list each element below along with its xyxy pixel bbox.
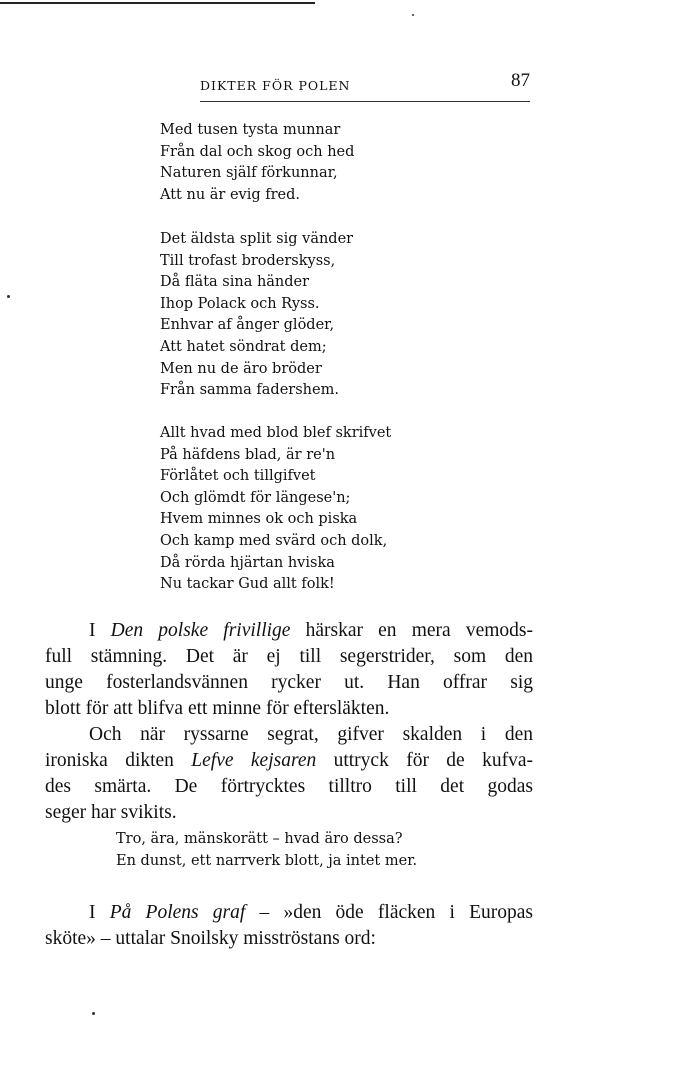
text-run: I (89, 902, 110, 923)
paragraph-line: sköte» – uttalar Snoilsky misströstans ord: (45, 928, 376, 949)
quote-line: En dunst, ett narrverk blott, ja intet mer. (116, 852, 418, 869)
poem-line: Enhvar af ånger glöder, (160, 317, 335, 334)
margin-speck (92, 1012, 95, 1015)
paragraph-line: des smärta. De förtrycktes tilltro till det godas (45, 776, 533, 797)
block-quote (116, 829, 417, 872)
margin-speck (412, 14, 414, 16)
poem-line: Att nu är evig fred. (160, 186, 301, 203)
paragraph-line: full stämning. Det är ej till segerstrider, som den (45, 646, 533, 667)
poem-line: På häfdens blad, är re'n (160, 446, 336, 463)
text-run: I (89, 620, 111, 641)
body-paragraph (45, 618, 533, 722)
poem-line: Då rörda hjärtan hviska (160, 554, 335, 571)
poem-line: Till trofast broderskyss, (160, 252, 336, 269)
poem-stanza (160, 423, 490, 596)
poem-line: Ihop Polack och Ryss. (160, 295, 320, 312)
poem-line: Nu tackar Gud allt folk! (160, 576, 335, 593)
poem-line: Förlåtet och tillgifvet (160, 468, 316, 485)
text-run: ironiska dikten (45, 750, 192, 771)
text-run: – »den öde fläcken i Europas (245, 902, 533, 923)
running-head: DIKTER FÖR POLEN (200, 78, 351, 93)
top-edge-rule (0, 2, 315, 4)
text-run: uttryck för de kufva- (316, 750, 533, 771)
quote-line: Tro, ära, mänskorätt – hvad äro dessa? (116, 831, 403, 847)
paragraph-line (45, 618, 533, 644)
poem-line: Och glömdt för längese'n; (160, 489, 351, 506)
paragraph-line (45, 748, 533, 774)
header-rule (200, 101, 530, 102)
paragraph-line: seger har svikits. (45, 802, 177, 823)
page-number: 87 (511, 70, 530, 91)
paragraph-line (45, 900, 533, 926)
body-paragraph (45, 900, 533, 952)
work-title: Den polske frivillige (110, 620, 291, 641)
text-run: härskar en mera vemods- (290, 620, 533, 641)
poem-line: Att hatet söndrat dem; (160, 338, 327, 355)
poem-line: Och kamp med svärd och dolk, (160, 532, 388, 549)
poem-line: Då fläta sina händer (160, 274, 310, 291)
poem-line: Allt hvad med blod blef skrifvet (160, 425, 392, 441)
poem-line: Men nu de äro bröder (160, 360, 322, 377)
poem-line: Hvem minnes ok och piska (160, 511, 358, 528)
poem-stanza (160, 120, 490, 206)
paragraph-line: blott för att blifva ett minne för eftersläkten. (45, 698, 390, 719)
margin-speck (7, 295, 10, 298)
poem-line: Det äldsta split sig vänder (160, 231, 354, 247)
body-paragraph (45, 722, 533, 826)
poem-stanza (160, 229, 490, 402)
work-title: Lefve kejsaren (191, 750, 317, 771)
paragraph-line: unge fosterlandsvännen rycker ut. Han offrar sig (45, 672, 533, 693)
poem-line: Naturen själf förkunnar, (160, 165, 338, 182)
poem-line: Med tusen tysta munnar (160, 122, 341, 138)
page-header (45, 70, 530, 100)
poem-line: Från dal och skog och hed (160, 143, 355, 160)
work-title: På Polens graf (109, 902, 246, 923)
paragraph-line: Och när ryssarne segrat, gifver skalden i den (89, 724, 533, 745)
poem-line: Från samma fadershem. (160, 382, 339, 399)
